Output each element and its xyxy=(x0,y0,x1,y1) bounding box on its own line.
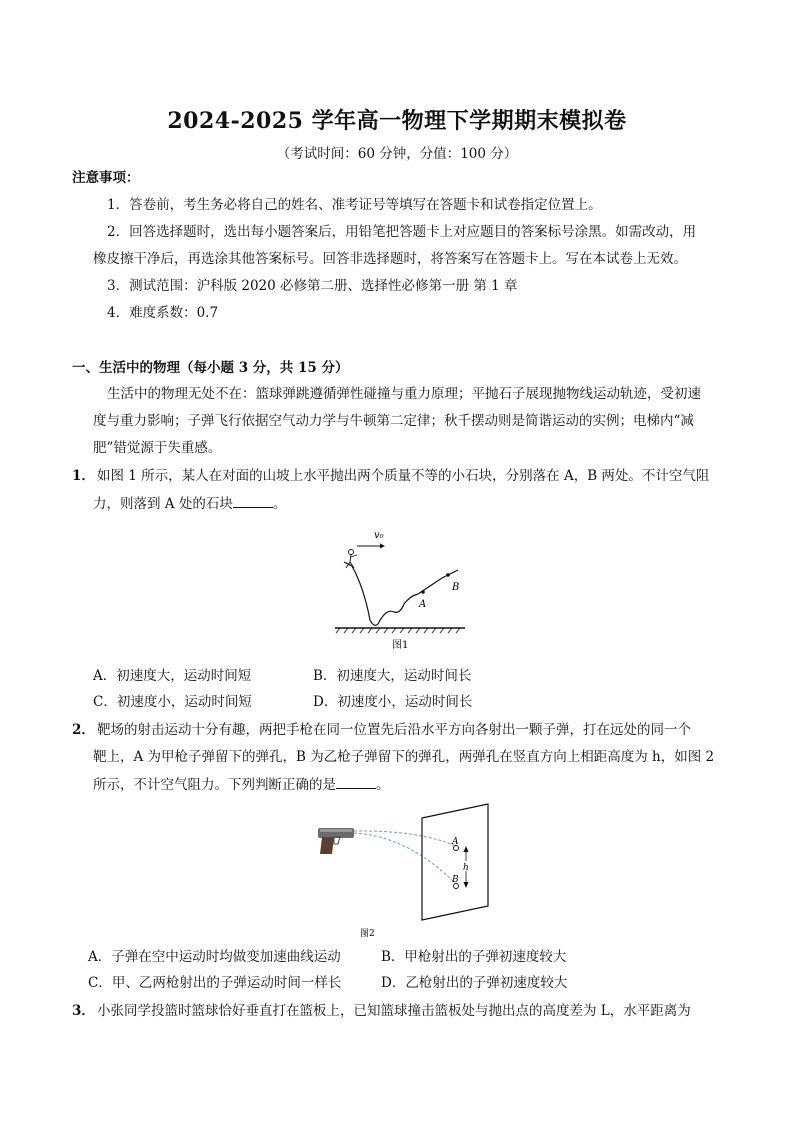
figure-1-caption: 图1 xyxy=(392,640,409,651)
option-b: B．初速度大，运动时间长 xyxy=(313,668,472,684)
option-d: D．初速度小，运动时间长 xyxy=(313,694,473,710)
question-2-tail: 。 xyxy=(376,777,390,793)
exam-info: （考试时间：60 分钟，分值：100 分） xyxy=(276,146,518,162)
note-item-3: 3．测试范围：沪科版 2020 必修第二册、选择性必修第一册 第 1 章 xyxy=(107,278,518,294)
section-intro-line-2: 度与重力影响；子弹飞行依据空气动力学与牛顿第二定律；秋千摆动则是简谐运动的实例；电梯内“减 xyxy=(93,413,694,429)
page-title: 2024-2025 学年高一物理下学期期末模拟卷 xyxy=(167,108,627,134)
point-a-dot xyxy=(421,590,425,594)
pistol-icon xyxy=(318,828,354,854)
question-1-text: 力，则落到 A 处的石块 xyxy=(93,496,233,512)
question-2-line-3 xyxy=(93,774,390,795)
question-1-line-1: 如图 1 所示，某人在对面的山坡上水平抛出两个质量不等的小石块，分别落在 A，B 两处。不计空气阻 xyxy=(97,468,710,484)
question-1-line-2 xyxy=(93,493,286,514)
question-number: 3． xyxy=(72,1003,95,1019)
option-a: A．初速度大，运动时间短 xyxy=(93,668,252,684)
height-label: h xyxy=(463,863,469,873)
question-2-line-2: 靶上，A 为甲枪子弹留下的弹孔，B 为乙枪子弹留下的弹孔，两弹孔在竖直方向上相距高度为 h，如图 2 xyxy=(93,749,715,765)
option-a: A．子弹在空中运动时均做变加速曲线运动 xyxy=(88,949,341,965)
point-b-dot xyxy=(446,573,450,577)
answer-blank xyxy=(336,774,376,789)
note-item-2-cont: 橡皮擦干净后，再选涂其他答案标号。回答非选择题时，将答案写在答题卡上。写在本试卷上无效。 xyxy=(93,251,687,267)
velocity-label: v₀ xyxy=(374,530,384,541)
notes-heading: 注意事项： xyxy=(72,170,140,186)
option-d: D．乙枪射出的子弹初速度较大 xyxy=(381,975,568,991)
figure-2-caption: 图2 xyxy=(360,929,375,939)
question-2-line-1: 靶场的射击运动十分有趣，两把手枪在同一位置先后沿水平方向各射出一颗子弹，打在远处的同一个 xyxy=(97,722,691,738)
figure-2 xyxy=(308,800,498,940)
question-number: 1． xyxy=(72,468,95,484)
figure-1 xyxy=(330,524,470,654)
option-c: C．初速度小，运动时间短 xyxy=(93,694,252,710)
section-heading: 一、生活中的物理（每小题 3 分，共 15 分） xyxy=(72,360,349,376)
section-intro-line-3: 肥”错觉源于失重感。 xyxy=(93,440,222,456)
point-b-label: B xyxy=(452,582,460,593)
answer-blank xyxy=(233,493,273,508)
note-item-4: 4．难度系数：0.7 xyxy=(107,305,219,321)
point-a-label: A xyxy=(419,599,427,610)
hole-a-label: A xyxy=(452,837,459,847)
note-item-1: 1．答卷前，考生务必将自己的姓名、准考证号等填写在答题卡和试卷指定位置上。 xyxy=(107,197,602,213)
question-2-text: 所示，不计空气阻力。下列判断正确的是 xyxy=(93,777,336,793)
hole-b-label: B xyxy=(452,875,459,885)
question-number: 2． xyxy=(72,722,95,738)
section-intro-line-1: 生活中的物理无处不在：篮球弹跳遵循弹性碰撞与重力原理；平抛石子展现抛物线运动轨迹，受初速 xyxy=(107,386,701,402)
option-b: B．甲枪射出的子弹初速度较大 xyxy=(381,949,567,965)
option-c: C．甲、乙两枪射出的子弹运动时间一样长 xyxy=(88,975,342,991)
question-3-line-1: 小张同学投篮时篮球恰好垂直打在篮板上，已知篮球撞击篮板处与抛出点的高度差为 L，水平距离为 xyxy=(97,1003,691,1019)
question-1-tail: 。 xyxy=(272,496,287,512)
note-item-2: 2．回答选择题时，选出每小题答案后，用铅笔把答题卡上对应题目的答案标号涂黑。如需改动，用 xyxy=(107,224,697,240)
